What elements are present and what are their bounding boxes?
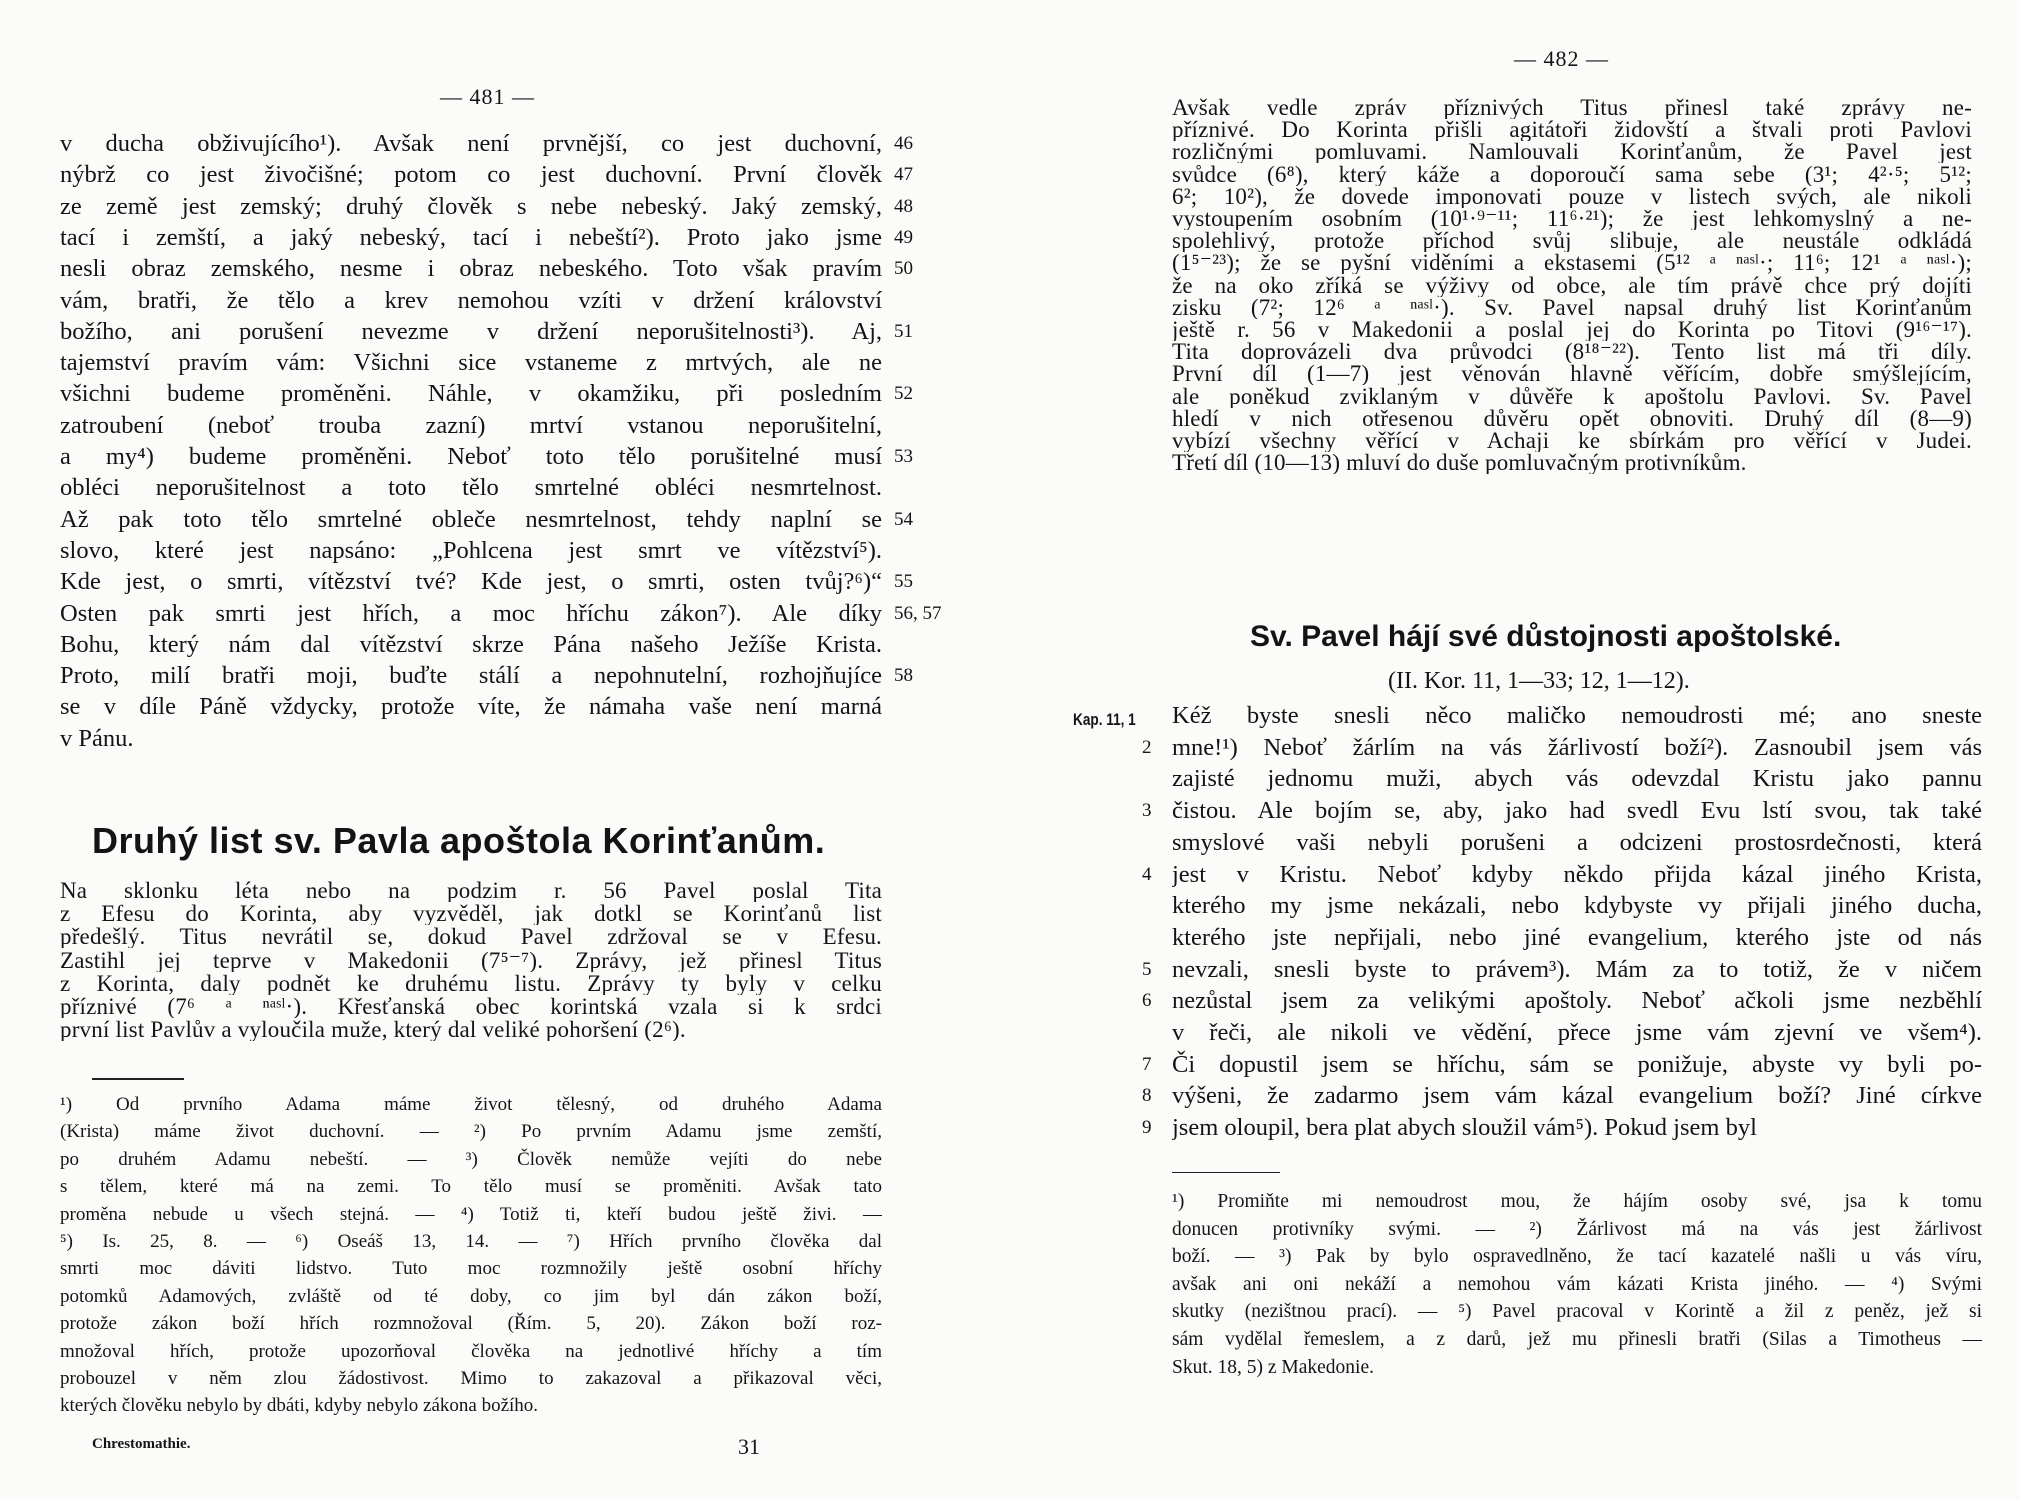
text-line: slovo, které jest napsáno: „Pohlcena jest smrt ve vítězství⁵). <box>60 536 882 564</box>
text-line: v ducha obživujícího¹). Avšak není prvnější, co jest duchovní, <box>60 130 882 157</box>
footnote-line: s tělem, které má na zemi. To tělo musí se proměniti. Avšak tato <box>60 1176 882 1198</box>
verse-number: 54 <box>894 508 913 530</box>
text-line: čistou. Ale bojím se, aby, jako had svedl Evu lstí svou, tak také <box>1172 797 1982 825</box>
footnote-line: probouzel v něm zlou žádostivost. Mimo to zakazoval a přikazoval věci, <box>60 1368 882 1389</box>
text-line: Až pak toto tělo smrtelné obleče nesmrtelnost, tehdy naplní se <box>60 505 882 533</box>
text-line: v Pánu. <box>60 724 134 752</box>
footnote-line: smrti moc dáviti lidstvo. Tuto moc rozmnožily ještě osobní hříchy <box>60 1258 882 1280</box>
text-line: jest v Kristu. Neboť kdyby někdo přijda kázal jiného Krista, <box>1172 860 1982 888</box>
text-line: obléci neporušitelnost a toto tělo smrtelné obléci nesmrtelnost. <box>60 474 882 502</box>
footnote-line: proměna nebude u všech stejná. — ⁴) Totiž ti, kteří budou ještě živi. — <box>60 1203 882 1225</box>
verse-number: 55 <box>894 571 913 593</box>
footnote-line: ⁵) Is. 25, 8. — ⁶) Oseáš 13, 14. — ⁷) Hřích prvního člověka dal <box>60 1231 882 1252</box>
footnote-line: množoval hřích, protože upozorňoval člověka na jednotlivé hříchy a tím <box>60 1340 882 1362</box>
text-line: zajisté jednomu muži, abych vás odevzdal Kristu jako pannu <box>1172 765 1982 793</box>
verse-number: 47 <box>894 164 913 186</box>
footnote-line: (Krista) máme život duchovní. — ²) Po prvním Adamu jsme zemští, <box>60 1121 882 1143</box>
page-number: — 482 — <box>1514 46 1609 71</box>
text-line: a my⁴) budeme proměněni. Neboť toto tělo porušitelné musí <box>60 443 882 470</box>
text-line: ze země jest zemský; druhý člověk s nebe nebeský. Jaký zemský, <box>60 192 882 220</box>
footnote-rule <box>1172 1172 1280 1173</box>
text-line: Bohu, který nám dal vítězství skrze Pána našeho Ježíše Krista. <box>60 630 882 658</box>
verse-number: 53 <box>894 446 913 467</box>
verse-number: 2 <box>1142 736 1152 758</box>
verse-number: 50 <box>894 258 913 280</box>
text-line: nýbrž co jest živočišné; potom co jest duchovní. První člověk <box>60 161 882 189</box>
text-line: příznivé (7⁶ ᵃ ⁿᵃˢˡ·). Křesťanská obec korintská vzala si k srdci <box>60 996 882 1018</box>
verse-number: 5 <box>1142 958 1152 980</box>
text-line: z Efesu do Korinta, aby vyzvěděl, jak dotkl se Korinťanů list <box>60 903 882 926</box>
verse-number: 6 <box>1142 990 1152 1012</box>
text-line: z Korinta, daly podnět ke druhému listu. Zprávy ty byly v celku <box>60 972 882 995</box>
footnote-line: skutky (nezištnou prací). — ⁵) Pavel pracoval v Korintě a žil z peněz, jež si <box>1172 1301 1982 1323</box>
verse-number: 49 <box>894 226 913 248</box>
text-line: Kde jest, o smrti, vítězství tvé? Kde jest, o smrti, osten tvůj?⁶)“ <box>60 568 882 596</box>
footnote-line: donucen protivníky svými. — ²) Žárlivost má na vás jest žárlivost <box>1172 1218 1982 1240</box>
footnote-line: potomků Adamových, zvláště od té doby, co jim byl dán zákon boží, <box>60 1285 882 1307</box>
text-line: kterého jste nepřijali, nebo jiné evangelium, kterého jste od nás <box>1172 923 1982 951</box>
footnote-line: boží. — ³) Pak by bylo ospravedlněno, že tací kazatelé našli u vás víru, <box>1172 1246 1982 1268</box>
text-line: tajemství pravím vám: Všichni sice vstaneme z mrtvých, ale ne <box>60 349 882 377</box>
section-heading: Druhý list sv. Pavla apoštola Korinťanům. <box>92 820 826 861</box>
chapter-label: Kap. 11, 1 <box>1073 710 1136 729</box>
section-subheading: (II. Kor. 11, 1—33; 12, 1—12). <box>1388 668 1690 694</box>
text-line: (1⁵⁻²³); že se pyšní viděními a ekstasemi (5¹² ᵃ ⁿᵃˢˡ·; 11⁶; 12¹ ᵃ ⁿᵃˢˡ·); <box>1172 252 1972 275</box>
footnote-line: ¹) Od prvního Adama máme život tělesný, od druhého Adama <box>60 1094 882 1115</box>
text-line: Zastihl jej teprve v Makedonii (7⁵⁻⁷). Zprávy, jež přinesl Titus <box>60 949 882 972</box>
footnote-line: Skut. 18, 5) z Makedonie. <box>1172 1356 1375 1378</box>
text-line: svůdce (6⁸), který káže a doporoučí sama sebe (3¹; 4²·⁵; 5¹²; <box>1172 163 1972 186</box>
footnote-line: ¹) Promiňte mi nemoudrost mou, že hájím osoby své, jsa k tomu <box>1172 1191 1982 1212</box>
text-line: ještě r. 56 v Makedonii a poslal jej do Korinta po Titovi (9¹⁶⁻¹⁷). <box>1172 319 1972 341</box>
text-line: nesli obraz zemského, nesme i obraz nebeského. Toto však pravím <box>60 255 882 283</box>
page-number: — 481 — <box>440 84 535 109</box>
verse-number: 4 <box>1142 863 1152 885</box>
verse-number: 8 <box>1142 1085 1152 1107</box>
text-line: Kéž byste snesli něco maličko nemoudrosti mé; ano sneste <box>1172 702 1982 729</box>
footer-label: Chrestomathie. <box>92 1436 191 1452</box>
verse-number: 52 <box>894 383 913 405</box>
text-line: Či dopustil jsem se hříchu, sám se ponižuje, abyste vy byli po- <box>1172 1050 1982 1078</box>
text-line: rozličnými pomluvami. Namlouvali Korinťanům, že Pavel jest <box>1172 141 1972 164</box>
section-heading: Sv. Pavel hájí své důstojnosti apoštolské. <box>1250 620 1842 653</box>
text-line: První díl (1—7) jest věnován hlavně věřícím, dobře smýšlejícím, <box>1172 363 1972 386</box>
text-line: Proto, milí bratři moji, buďte stálí a nepohnutelní, rozhojňujíce <box>60 662 882 690</box>
text-line: všichni budeme proměněni. Náhle, v okamžiku, při posledním <box>60 380 882 408</box>
text-line: Tita doprovázeli dva průvodci (8¹⁸⁻²²). Tento list má tři díly. <box>1172 341 1972 364</box>
text-line: zisku (7²; 12⁶ ᵃ ⁿᵃˢˡ·). Sv. Pavel napsal druhý list Korinťanům <box>1172 296 1972 319</box>
text-line: zatroubení (neboť trouba zazní) mrtví vstanou neporušitelní, <box>60 411 882 439</box>
text-line: hledí v nich otřesenou důvěru opět obnoviti. Druhý díl (8—9) <box>1172 407 1972 430</box>
text-line: příznivé. Do Korinta přišli agitátoři židovští a štvali proti Pavlovi <box>1172 119 1972 142</box>
text-line: že na oko zříká se výživy od obce, ale tím právě chce prý dojíti <box>1172 274 1972 297</box>
text-line: v řeči, ale nikoli ve vědění, přece jsme vám zjevní ve všem⁴). <box>1172 1019 1982 1046</box>
verse-number: 9 <box>1142 1117 1152 1139</box>
footnote-line: kterých člověku nebylo by dbáti, kdyby nebylo zákona božího. <box>60 1395 539 1417</box>
text-line: nezůstal jsem za velikými apoštoly. Neboť ačkoli jsme nezběhlí <box>1172 987 1982 1015</box>
verse-number: 51 <box>894 320 913 342</box>
verse-number: 48 <box>894 195 913 217</box>
text-line: kterého my jsme nekázali, nebo kdybyste vy přijali jiného ducha, <box>1172 892 1982 920</box>
footnote-line: protože zákon boží hřích rozmnožoval (Řím. 5, 20). Zákon boží roz- <box>60 1313 882 1335</box>
text-line: Na sklonku léta nebo na podzim r. 56 Pavel poslal Tita <box>60 880 882 902</box>
verse-number: 3 <box>1142 800 1152 822</box>
footnote-line: sám vydělal řemeslem, a z darů, jež mu přinesli bratři (Silas a Timotheus — <box>1172 1329 1982 1350</box>
text-line: mne!¹) Neboť žárlím na vás žárlivostí boží²). Zasnoubil jsem vás <box>1172 733 1982 761</box>
text-line: ale poněkud zviklaným v důvěře k apoštolu Pavlovi. Sv. Pavel <box>1172 385 1972 408</box>
verse-number: 46 <box>894 133 913 154</box>
text-line: výšeni, že zadarmo jsem vám kázal evangelium boží? Jiné církve <box>1172 1082 1982 1110</box>
text-line: vybízí všechny věřící v Achaji ke sbírkám pro věřící v Judei. <box>1172 430 1972 452</box>
verse-number: 58 <box>894 665 913 687</box>
text-line: 6²; 10²), že dovede imponovati pouze v listech svých, ale nikoli <box>1172 185 1972 208</box>
signature-mark: 31 <box>738 1434 760 1459</box>
text-line: Avšak vedle zpráv příznivých Titus přinesl také zprávy ne- <box>1172 97 1972 119</box>
text-line: se v díle Páně vždycky, protože víte, že námaha vaše není marná <box>60 693 882 721</box>
text-line: spolehlivý, protože příchod svůj slibuje, ale neustále odkládá <box>1172 230 1972 253</box>
text-line: božího, ani porušení nevezme v držení neporušitelnosti³). Aj, <box>60 317 882 345</box>
footnote-line: po druhém Adamu nebeští. — ³) Člověk nemůže vejíti do nebe <box>60 1148 882 1170</box>
verse-number: 7 <box>1142 1053 1152 1075</box>
text-line: smyslové vaši nebyli porušeni a odcizeni prostosrdečnosti, která <box>1172 828 1982 856</box>
text-line: jsem oloupil, bera plat abych sloužil vám⁵). Pokud jsem byl <box>1172 1114 1757 1142</box>
text-line: vám, bratři, že tělo a krev nemohou vzíti v držení království <box>60 286 882 314</box>
text-line: Třetí díl (10—13) mluví do duše pomluvačným protivníkům. <box>1172 452 1747 475</box>
text-line: Osten pak smrti jest hřích, a moc hříchu zákon⁷). Ale díky <box>60 599 882 627</box>
text-line: vystoupením osobním (10¹·⁹⁻¹¹; 11⁶·²¹); že jest lehkomyslný a ne- <box>1172 208 1972 230</box>
text-line: předešlý. Titus nevrátil se, dokud Pavel zdržoval se v Efesu. <box>60 926 882 949</box>
text-line: nevzali, snesli byste to právem³). Mám za to totiž, že v ničem <box>1172 955 1982 983</box>
text-line: tací i zemští, a jaký nebeský, tací i nebeští²). Proto jako jsme <box>60 223 882 251</box>
verse-number: 56, 57 <box>894 602 942 624</box>
footnote-line: avšak ani oni nekáží a nemohou vám kázati Krista jiného. — ⁴) Svými <box>1172 1273 1982 1295</box>
text-line: první list Pavlův a vyloučila muže, který dal veliké pohoršení (2⁶). <box>60 1019 686 1042</box>
